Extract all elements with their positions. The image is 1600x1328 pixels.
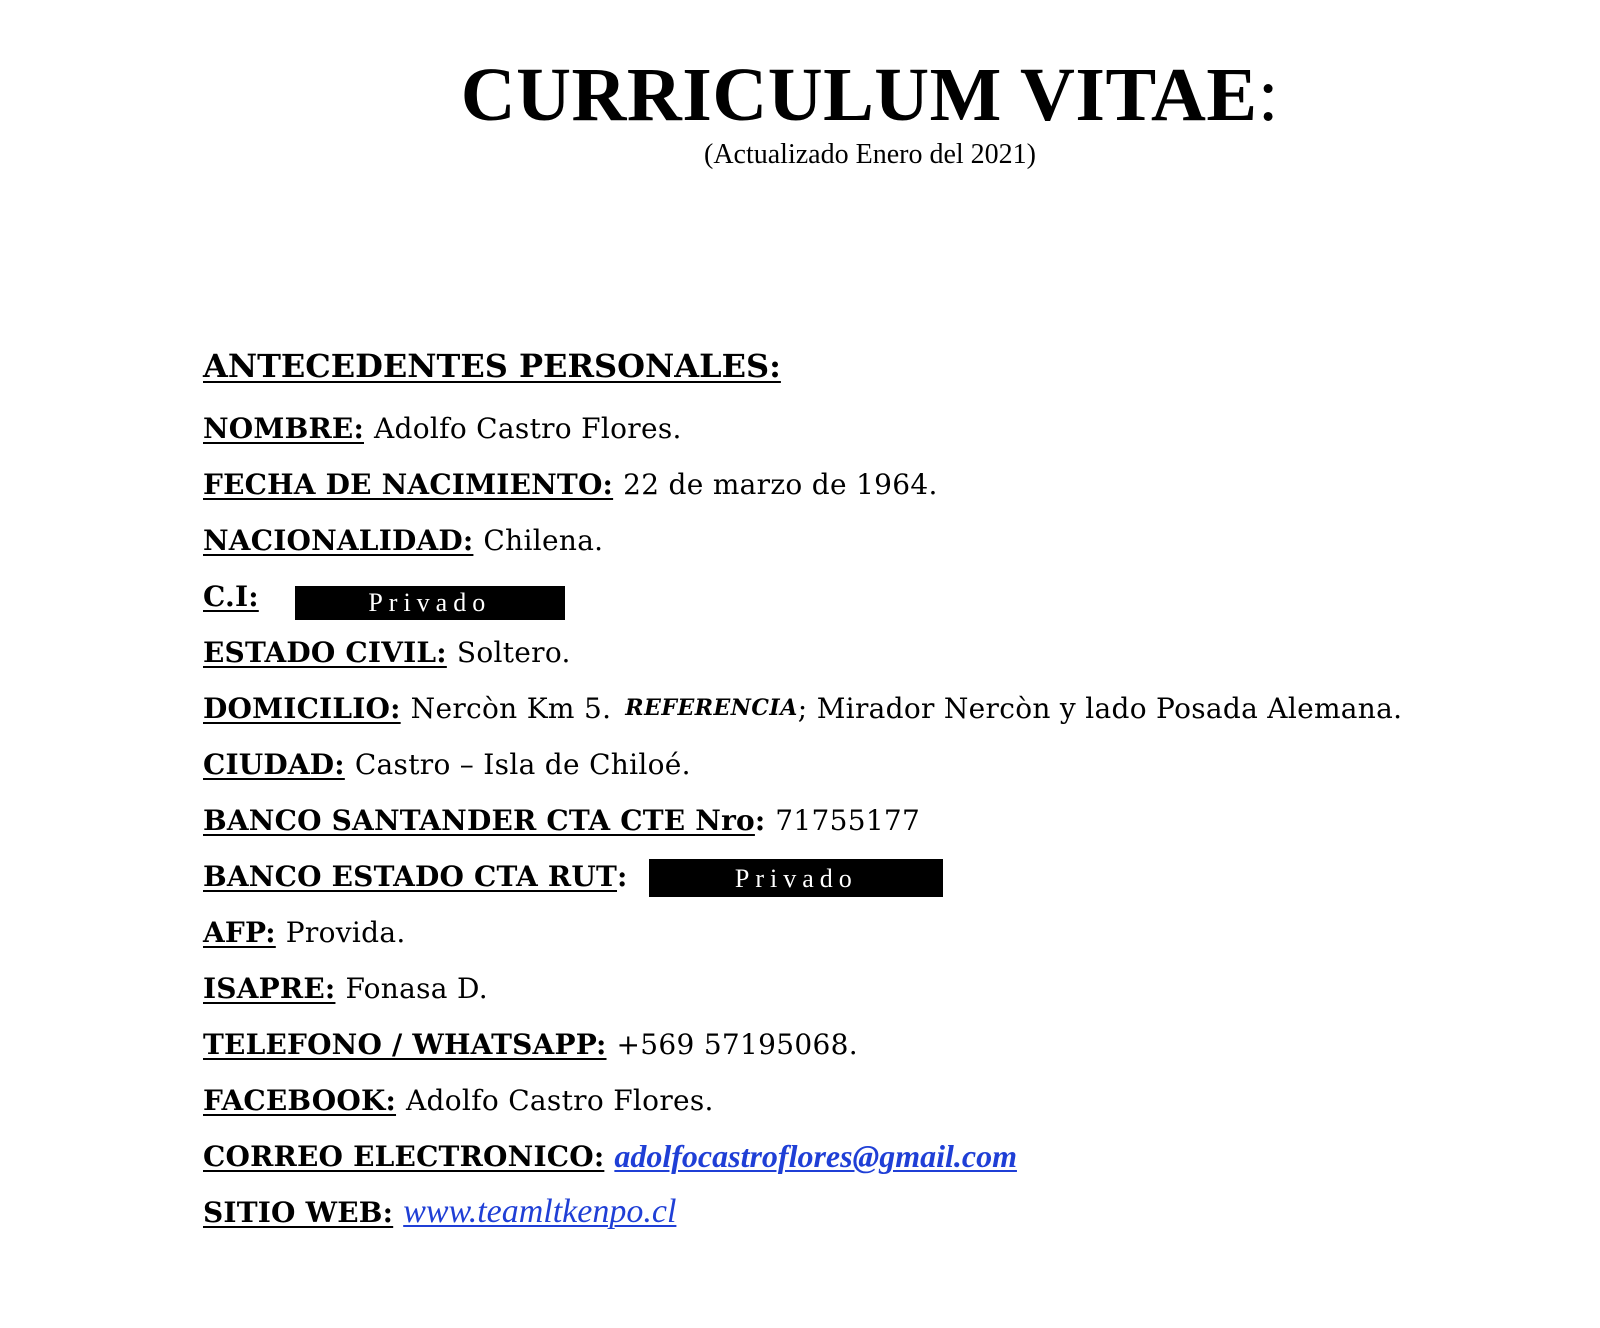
field-nombre: [203, 400, 1583, 456]
field-value: Soltero.: [456, 635, 571, 669]
field-label: BANCO ESTADO CTA RUT: [203, 859, 618, 893]
field-value: 22 de marzo de 1964.: [623, 467, 938, 501]
field-value: Castro – Isla de Chiloé.: [354, 747, 691, 781]
field-value: Chilena.: [483, 523, 604, 557]
field-label: ESTADO CIVIL:: [203, 635, 447, 669]
field-isapre: [203, 960, 1583, 1016]
field-value: Fonasa D.: [345, 971, 488, 1005]
field-label: ISAPRE:: [203, 971, 336, 1005]
field-correo: [203, 1128, 1583, 1184]
field-domicilio: [203, 680, 1583, 736]
referencia-value: ; Mirador Nercòn y lado Posada Alemana.: [797, 691, 1403, 725]
field-label: C.I:: [203, 579, 259, 613]
field-sitio-web: [203, 1184, 1583, 1240]
field-label: FECHA DE NACIMIENTO:: [203, 467, 614, 501]
document-header: [0, 52, 1600, 172]
field-facebook: [203, 1072, 1583, 1128]
redacted-ci-box: Privado: [295, 586, 565, 620]
field-label: NACIONALIDAD:: [203, 523, 474, 557]
field-value: Adolfo Castro Flores.: [374, 411, 682, 445]
field-label: AFP:: [203, 915, 276, 949]
field-banco-santander: [203, 792, 1583, 848]
personal-info-section: [203, 346, 1583, 1240]
referencia-label: REFERENCIA: [625, 695, 798, 721]
field-colon: :: [754, 803, 766, 837]
email-link[interactable]: adolfocastroflores@gmail.com: [614, 1137, 1017, 1174]
field-estado-civil: [203, 624, 1583, 680]
field-ciudad: [203, 736, 1583, 792]
field-ci: [203, 568, 1583, 624]
field-value: Provida.: [285, 915, 406, 949]
section-heading: ANTECEDENTES PERSONALES:: [203, 347, 781, 385]
document-title: [140, 52, 1600, 138]
field-colon: :: [617, 859, 628, 893]
field-label: FACEBOOK:: [203, 1083, 397, 1117]
field-label: NOMBRE:: [203, 411, 364, 445]
website-link[interactable]: www.teamltkenpo.cl: [403, 1193, 677, 1230]
field-value: Nercòn Km 5.: [410, 691, 612, 725]
field-label: CIUDAD:: [203, 747, 345, 781]
title-colon: :: [1257, 53, 1280, 137]
field-value: +569 57195068.: [616, 1027, 858, 1061]
field-fecha-nacimiento: [203, 456, 1583, 512]
redacted-rut-box: Privado: [649, 859, 943, 897]
field-telefono: [203, 1016, 1583, 1072]
field-afp: [203, 904, 1583, 960]
field-nacionalidad: [203, 512, 1583, 568]
title-text: CURRICULUM VITAE: [460, 53, 1258, 137]
field-label: TELEFONO / WHATSAPP:: [203, 1027, 607, 1061]
field-value: 71755177: [775, 803, 921, 837]
field-label: DOMICILIO:: [203, 691, 401, 725]
field-label: SITIO WEB:: [203, 1195, 394, 1229]
field-label: CORREO ELECTRONICO:: [203, 1139, 605, 1173]
field-value: Adolfo Castro Flores.: [406, 1083, 714, 1117]
field-label: BANCO SANTANDER CTA CTE Nro: [203, 803, 755, 837]
document-subtitle: (Actualizado Enero del 2021): [704, 139, 1036, 170]
field-banco-estado: [203, 848, 1583, 904]
